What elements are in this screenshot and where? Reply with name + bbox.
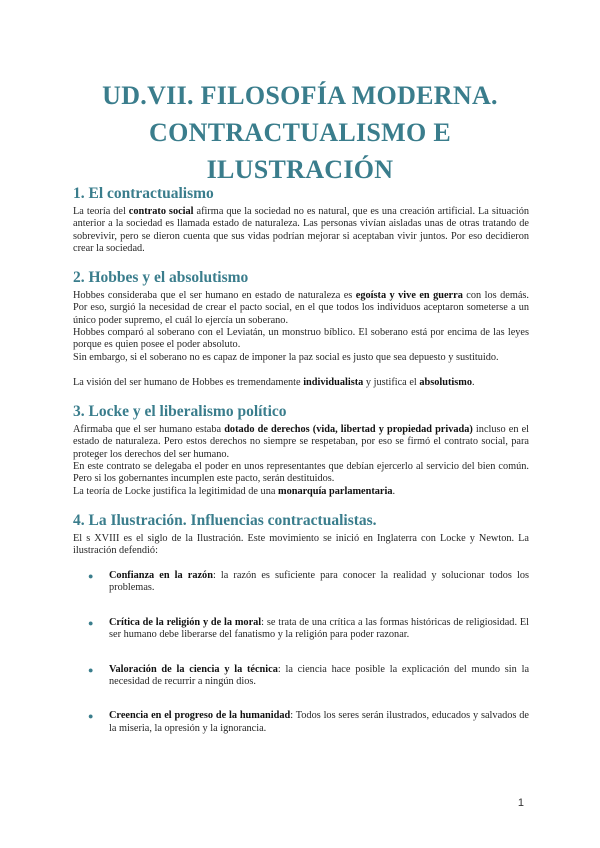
paragraph-locke-1: Afirmaba que el ser humano estaba dotado de derechos (vida, libertad y propiedad privada) incluso en el estado de naturaleza. Pero estos derechos no siempre se respetaban, por eso se firmó el contrato social, para proteger los derechos del ser humano.: [73, 424, 529, 460]
title-line-2: CONTRACTUALISMO E: [149, 118, 451, 147]
bullet-icon: ●: [88, 571, 94, 581]
paragraph-contrato-social: La teoría del contrato social afirma que la sociedad no es natural, que es una creación artificial. La situación anterior a la sociedad es llamada estado de naturaleza. Las personas vivían aisladas unas de otras tratando de sobrevivir, pero se dieron cuenta que sus vidas podrían mejorar si aceptaban vivir juntos. Por eso decidieron crear la sociedad.: [73, 206, 530, 255]
page-number: 1: [517, 797, 524, 809]
section-heading-contractualismo: 1. El contractualismo: [73, 185, 214, 202]
section-heading-ilustracion: 4. La Ilustración. Influencias contractualistas.: [73, 512, 377, 529]
list-item: ● Crítica de la religión y de la moral: se trata de una crítica a las formas históricas de religiosidad. El ser humano debe liberarse del fanatismo y la religión para poder razonar.: [88, 616, 529, 641]
paragraph-locke-2: En este contrato se delegaba el poder en unos representantes que debían ejercerlo al servicio del bien común. Pero si los gobernantes incumplen este pacto, serán destituidos.: [73, 461, 529, 485]
bullet-icon: ●: [88, 617, 94, 628]
paragraph-hobbes-3: Sin embargo, si el soberano no es capaz de imponer la paz social es justo que sea depuesto y sustituido.: [73, 352, 499, 363]
paragraph-locke-3: La teoría de Locke justifica la legitimidad de una monarquía parlamentaria.: [73, 486, 396, 497]
bullet-icon: ●: [88, 711, 94, 722]
list-item: ● Confianza en la razón: la razón es suficiente para conocer la realidad y solucionar todos los problemas.: [88, 570, 530, 594]
list-item: ● Creencia en el progreso de la humanidad: Todos los seres serán ilustrados, educados y salvados de la miseria, la opresión y la ignorancia.: [88, 710, 529, 734]
paragraph-hobbes-2: Hobbes comparó al soberano con el Leviatán, un monstruo bíblico. El soberano está por encima de las leyes porque es quien posee el poder absoluto.: [73, 327, 529, 351]
page-title: [40, 77, 560, 188]
title-line-1: UD.VII. FILOSOFÍA MODERNA.: [102, 81, 498, 110]
section-heading-locke: 3. Locke y el liberalismo político: [73, 403, 287, 420]
paragraph-hobbes-4: La visión del ser humano de Hobbes es tremendamente individualista y justifica el absolutismo.: [73, 377, 475, 388]
list-item: ● Valoración de la ciencia y la técnica: la ciencia hace posible la explicación del mundo sin la necesidad de recurrir a ningún dios.: [88, 663, 530, 688]
ilustracion-list: [73, 570, 529, 757]
title-line-3: ILUSTRACIÓN: [206, 155, 394, 184]
paragraph-hobbes-1: Hobbes consideraba que el ser humano en estado de naturaleza es egoísta y vive en guerra con los demás. Por eso, surgió la necesidad de crear el pacto social, en el que todos los individuos aceptaron someterse a un único poder supremo, el cuál lo ejercía un soberano.: [73, 290, 529, 326]
bullet-icon: ●: [88, 664, 94, 675]
section-heading-hobbes: 2. Hobbes y el absolutismo: [73, 269, 249, 286]
paragraph-ilustracion-intro: El s XVIII es el siglo de la Ilustración. Este movimiento se inició en Inglaterra con Locke y Newton. La ilustración defendió:: [73, 533, 529, 557]
